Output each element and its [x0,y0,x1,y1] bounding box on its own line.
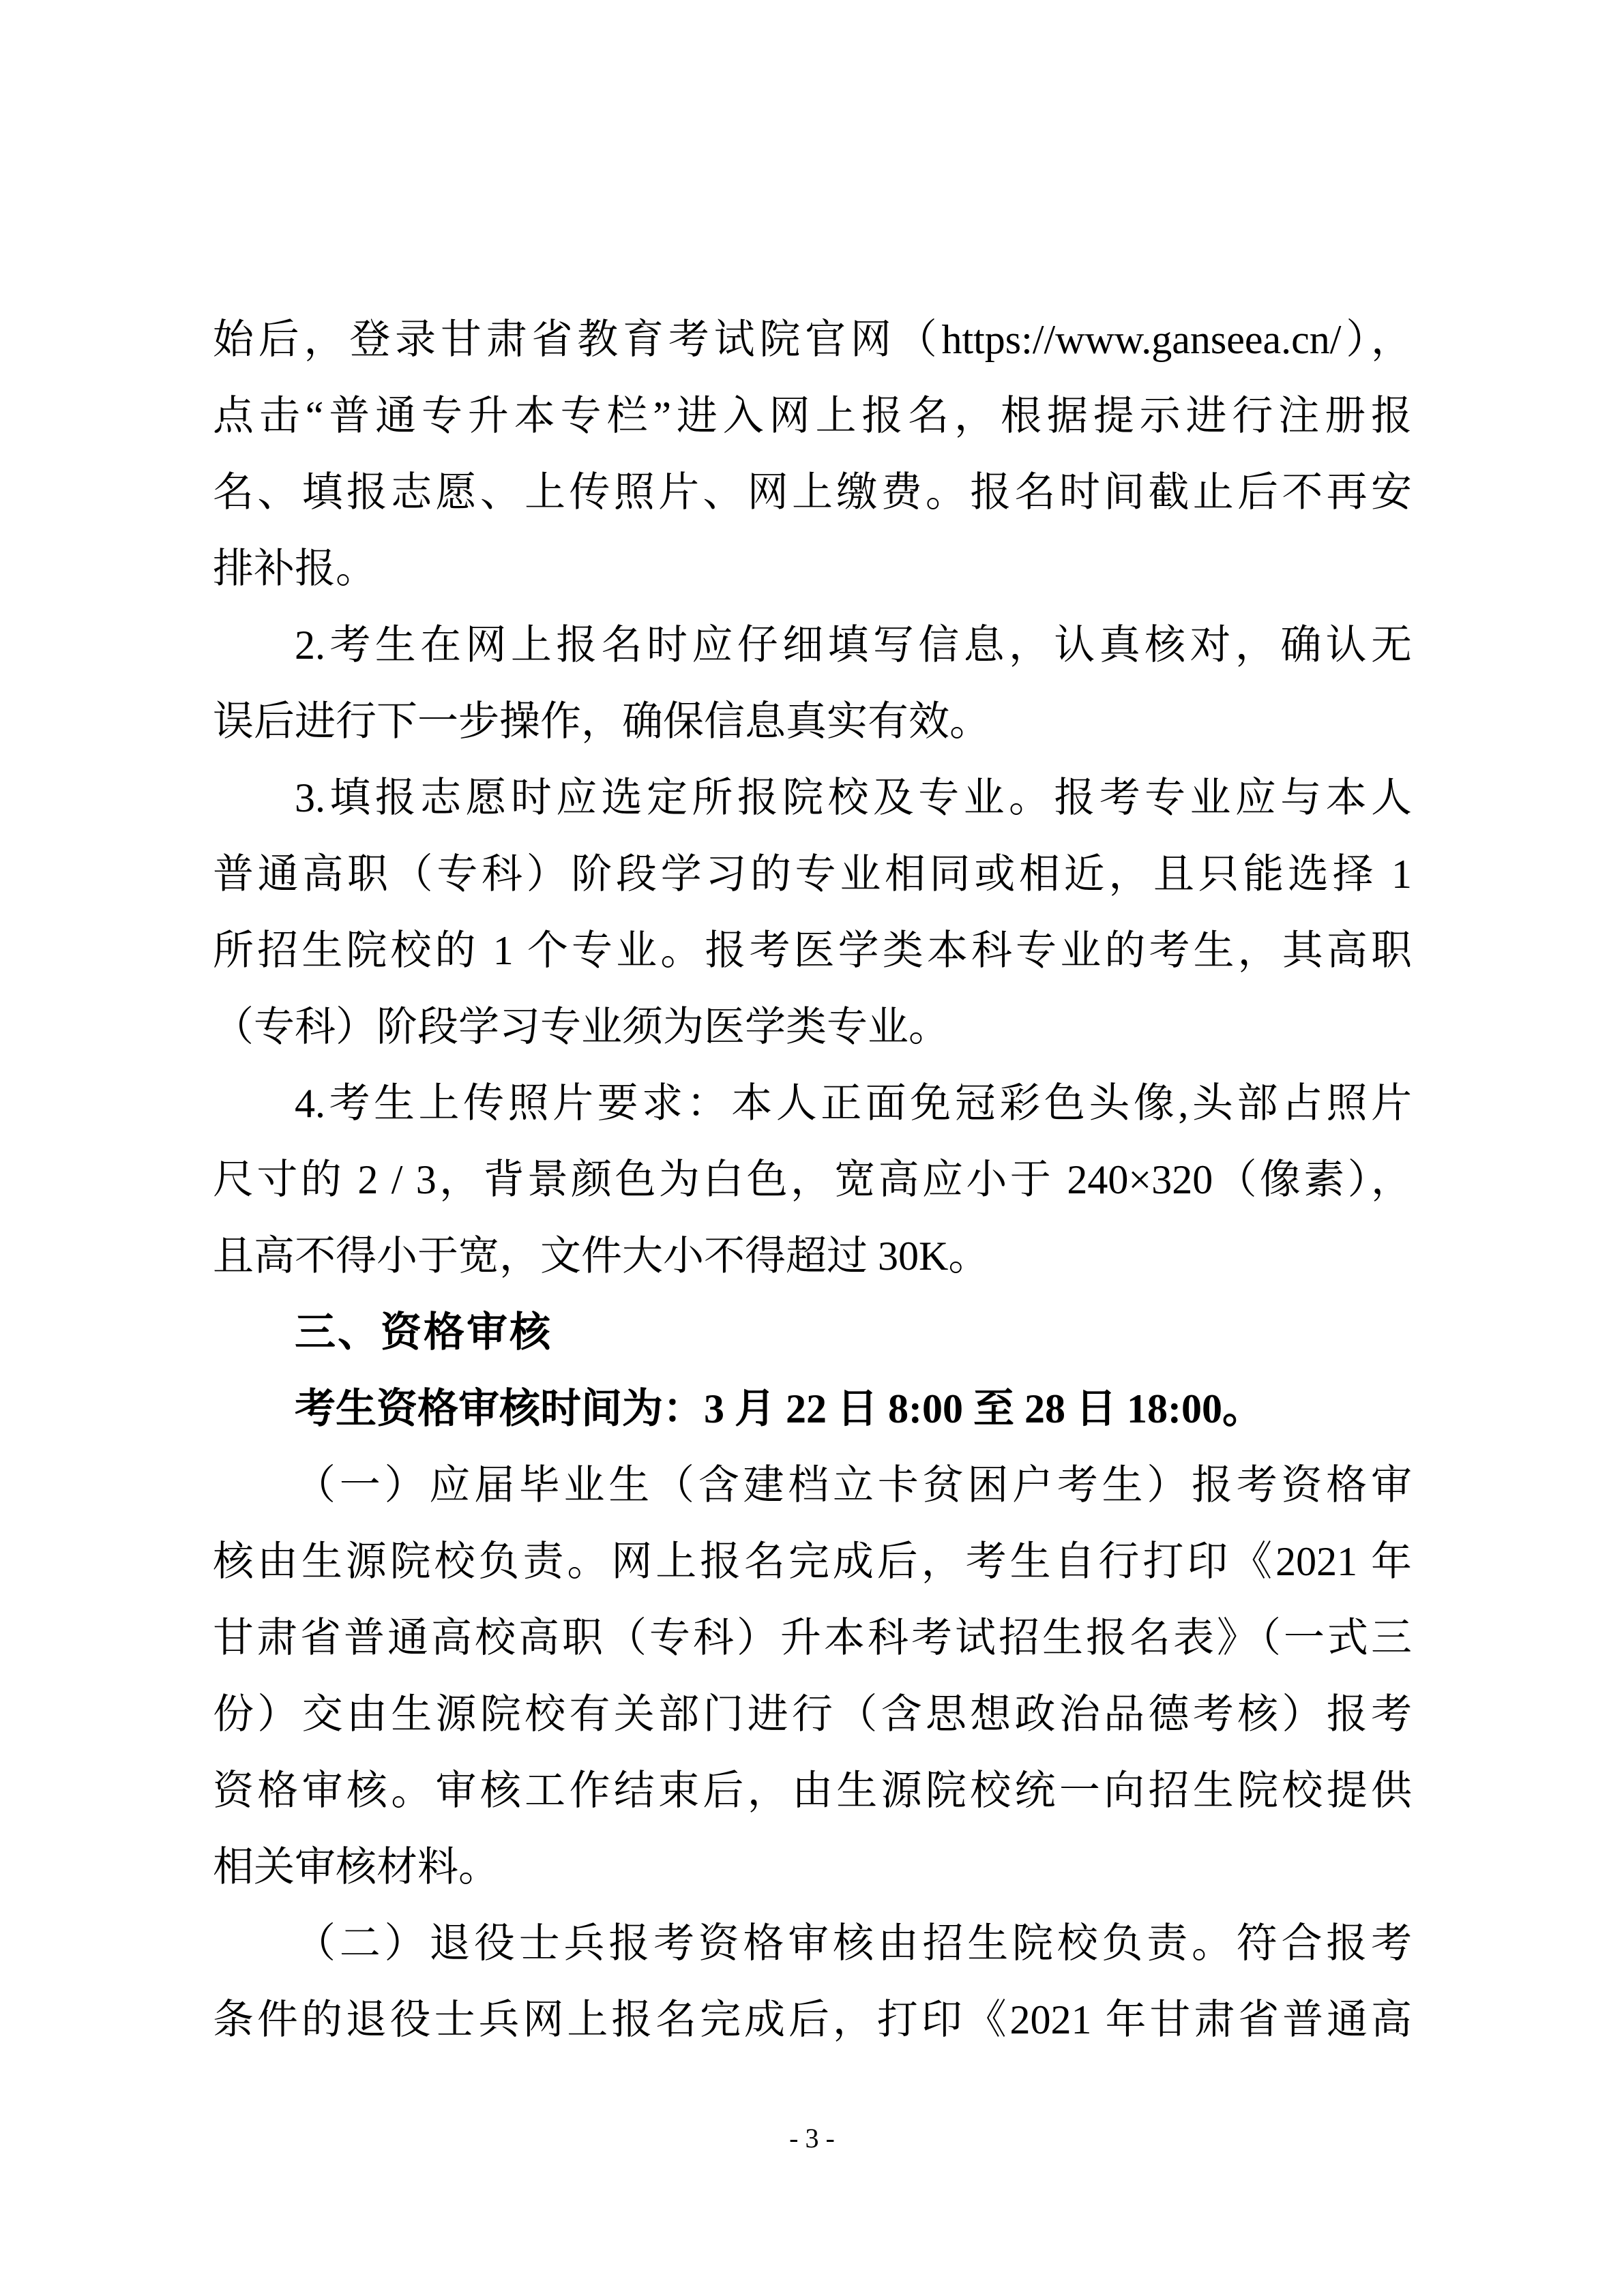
paragraph-veterans-review [213,1905,1412,2058]
heading-line: 三、资格审核 [295,1309,552,1355]
text-line: 3.填报志愿时应选定所报院校及专业。报考专业应与本人 [295,775,1412,820]
text-line: 点击“普通专升本专栏”进入网上报名，根据提示进行注册报 [213,393,1412,438]
text-line: 始后，登录甘肃省教育考试院官网（https://www.ganseea.cn/）， [213,317,1412,362]
text-line: （专科）阶段学习专业须为医学类专业。 [213,1004,949,1049]
paragraph-online-registration-continued [213,301,1412,607]
text-line: 资格审核。审核工作结束后，由生源院校统一向招生院校提供 [213,1768,1412,1813]
document-body [213,301,1412,2058]
heading-line: 考生资格审核时间为：3 月 22 日 8:00 至 28 日 18:00。 [295,1386,1263,1431]
text-line: 甘肃省普通高校高职（专科）升本科考试招生报名表》（一式三 [213,1615,1412,1660]
text-line: 份）交由生源院校有关部门进行（含思想政治品德考核）报考 [213,1692,1412,1737]
text-line: （一）应届毕业生（含建档立卡贫困户考生）报考资格审 [295,1463,1412,1508]
paragraph-fresh-graduates-review [213,1447,1412,1905]
text-line: 所招生院校的 1 个专业。报考医学类本科专业的考生，其高职 [213,928,1412,973]
text-line: 4.考生上传照片要求：本人正面免冠彩色头像,头部占照片 [295,1081,1412,1126]
paragraph-item-2-fill-info [213,607,1412,760]
text-line: 名、填报志愿、上传照片、网上缴费。报名时间截止后不再安 [213,470,1412,515]
heading-section-3-qualification-review [213,1294,1412,1371]
paragraph-item-3-choose-major [213,760,1412,1065]
text-line: 且高不得小于宽，文件大小不得超过 30K。 [213,1234,990,1279]
text-line: 误后进行下一步操作，确保信息真实有效。 [213,699,990,744]
text-line: 条件的退役士兵网上报名完成后，打印《2021 年甘肃省普通高 [213,1997,1412,2042]
text-line: （二）退役士兵报考资格审核由招生院校负责。符合报考 [295,1921,1412,1966]
text-line: 普通高职（专科）阶段学习的专业相同或相近，且只能选择 1 [213,852,1412,897]
text-line: 排补报。 [213,546,377,591]
text-line: 2.考生在网上报名时应仔细填写信息，认真核对，确认无 [295,623,1412,668]
heading-review-time [213,1371,1412,1447]
paragraph-item-4-photo-requirements [213,1065,1412,1294]
text-line: 核由生源院校负责。网上报名完成后，考生自行打印《2021 年 [213,1539,1412,1584]
text-line: 相关审核材料。 [213,1845,499,1890]
page-number: - 3 - [789,2123,835,2153]
text-line: 尺寸的 2 / 3，背景颜色为白色，宽高应小于 240×320（像素）， [213,1157,1412,1202]
